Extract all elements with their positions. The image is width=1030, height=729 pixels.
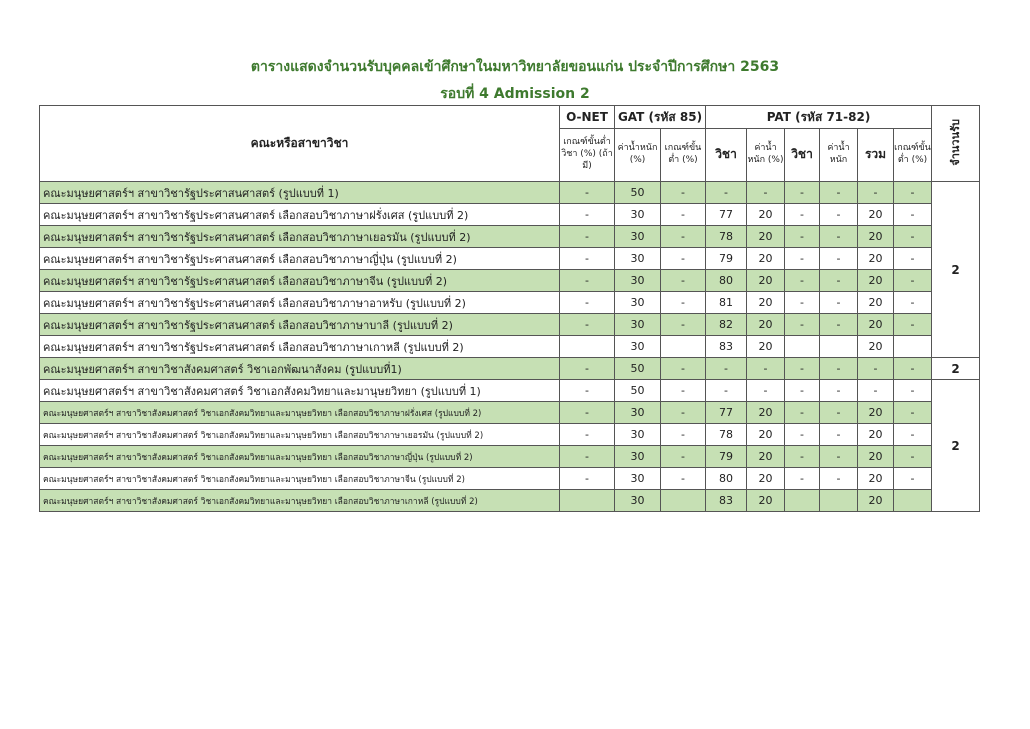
row-name: คณะมนุษยศาสตร์ฯ สาขาวิชารัฐประศาสนศาสตร์ เลือกสอบวิชาภาษาฝรั่งเศส (รูปแบบที่ 2): [40, 204, 560, 226]
pat-min-cell: -: [894, 380, 932, 402]
pat-min-cell: -: [894, 314, 932, 336]
pat-weight1-cell: 20: [747, 336, 785, 358]
pat-subject1-cell: 82: [706, 314, 747, 336]
pat-subject2-header: วิชา: [785, 129, 820, 182]
onet-header: O-NET: [560, 106, 615, 129]
page-subtitle: รอบที่ 4 Admission 2: [440, 86, 590, 102]
pat-subject1-cell: 81: [706, 292, 747, 314]
pat-total-cell: 20: [858, 490, 894, 512]
row-name: คณะมนุษยศาสตร์ฯ สาขาวิชารัฐประศาสนศาสตร์ เลือกสอบวิชาภาษาบาลี (รูปแบบที่ 2): [40, 314, 560, 336]
pat-subject2-cell: -: [785, 182, 820, 204]
onet-min-cell: -: [560, 446, 615, 468]
pat-subject1-cell: 80: [706, 468, 747, 490]
gat-weight-cell: 50: [615, 182, 661, 204]
onet-min-cell: -: [560, 402, 615, 424]
gat-weight-cell: 30: [615, 248, 661, 270]
pat-min-cell: -: [894, 204, 932, 226]
pat-subject2-cell: -: [785, 380, 820, 402]
row-name: คณะมนุษยศาสตร์ฯ สาขาวิชารัฐประศาสนศาสตร์ เลือกสอบวิชาภาษาอาหรับ (รูปแบบที่ 2): [40, 292, 560, 314]
gat-min-cell: [661, 336, 706, 358]
row-name: คณะมนุษยศาสตร์ฯ สาขาวิชาสังคมศาสตร์ วิชาเอกสังคมวิทยาและมานุษยวิทยา เลือกสอบวิชาภาษาเกาหลี (รูปแบบที่ 2): [40, 490, 560, 512]
gat-min-cell: -: [661, 446, 706, 468]
pat-subject2-cell: -: [785, 314, 820, 336]
pat-weight2-cell: -: [820, 358, 858, 380]
table-row: [40, 248, 980, 270]
gat-weight-cell: 30: [615, 204, 661, 226]
pat-subject2-cell: -: [785, 204, 820, 226]
table-row: [40, 490, 980, 512]
pat-weight1-cell: 20: [747, 402, 785, 424]
gat-weight-cell: 50: [615, 358, 661, 380]
row-name: คณะมนุษยศาสตร์ฯ สาขาวิชาสังคมศาสตร์ วิชาเอกพัฒนาสังคม (รูปแบบที่1): [40, 358, 560, 380]
pat-subject2-cell: -: [785, 424, 820, 446]
pat-subject1-cell: 79: [706, 248, 747, 270]
pat-subject1-header: วิชา: [706, 129, 747, 182]
pat-weight1-cell: 20: [747, 424, 785, 446]
pat-min-cell: [894, 336, 932, 358]
pat-weight1-cell: -: [747, 358, 785, 380]
pat-total-cell: 20: [858, 336, 894, 358]
pat-weight1-header: ค่าน้ำหนัก (%): [747, 129, 785, 182]
pat-min-cell: -: [894, 446, 932, 468]
pat-weight2-cell: -: [820, 270, 858, 292]
page-title: ตารางแสดงจำนวนรับบุคคลเข้าศึกษาในมหาวิทยาลัยขอนแก่น ประจำปีการศึกษา 2563: [250, 59, 780, 75]
gat-header: GAT (รหัส 85): [615, 106, 706, 129]
pat-weight1-cell: -: [747, 380, 785, 402]
table-row: [40, 402, 980, 424]
pat-weight2-cell: -: [820, 402, 858, 424]
onet-min-cell: -: [560, 292, 615, 314]
pat-total-cell: 20: [858, 204, 894, 226]
table-row: [40, 292, 980, 314]
gat-weight-cell: 30: [615, 402, 661, 424]
pat-min-cell: -: [894, 358, 932, 380]
pat-total-cell: 20: [858, 468, 894, 490]
onet-min-cell: -: [560, 248, 615, 270]
gat-weight-cell: 30: [615, 446, 661, 468]
pat-weight1-cell: 20: [747, 446, 785, 468]
row-name: คณะมนุษยศาสตร์ฯ สาขาวิชาสังคมศาสตร์ วิชาเอกสังคมวิทยาและมานุษยวิทยา เลือกสอบวิชาภาษาญี่ปุ่น (รูปแบบที่ 2): [40, 446, 560, 468]
onet-min-cell: -: [560, 204, 615, 226]
pat-total-cell: 20: [858, 314, 894, 336]
gat-min-cell: -: [661, 358, 706, 380]
gat-min-cell: -: [661, 468, 706, 490]
onet-min-cell: -: [560, 314, 615, 336]
gat-weight-cell: 30: [615, 336, 661, 358]
onet-min-cell: [560, 490, 615, 512]
onet-min-header: เกณฑ์ขั้นต่ำวิชา (%) (ถ้ามี): [560, 129, 615, 182]
onet-min-cell: [560, 336, 615, 358]
onet-min-cell: -: [560, 424, 615, 446]
pat-weight2-cell: -: [820, 468, 858, 490]
pat-min-cell: -: [894, 248, 932, 270]
row-name: คณะมนุษยศาสตร์ฯ สาขาวิชารัฐประศาสนศาสตร์ (รูปแบบที่ 1): [40, 182, 560, 204]
pat-weight2-cell: -: [820, 292, 858, 314]
pat-subject2-cell: -: [785, 468, 820, 490]
gat-min-cell: -: [661, 248, 706, 270]
row-name: คณะมนุษยศาสตร์ฯ สาขาวิชารัฐประศาสนศาสตร์ เลือกสอบวิชาภาษาเยอรมัน (รูปแบบที่ 2): [40, 226, 560, 248]
row-name: คณะมนุษยศาสตร์ฯ สาขาวิชารัฐประศาสนศาสตร์ เลือกสอบวิชาภาษาญี่ปุ่น (รูปแบบที่ 2): [40, 248, 560, 270]
gat-weight-cell: 30: [615, 314, 661, 336]
pat-subject2-cell: -: [785, 446, 820, 468]
pat-min-cell: -: [894, 424, 932, 446]
pat-subject1-cell: 77: [706, 402, 747, 424]
pat-total-cell: 20: [858, 446, 894, 468]
table-row: [40, 270, 980, 292]
pat-weight1-cell: 20: [747, 248, 785, 270]
pat-weight2-cell: -: [820, 424, 858, 446]
pat-subject1-cell: 78: [706, 226, 747, 248]
pat-total-cell: -: [858, 380, 894, 402]
pat-subject1-cell: 83: [706, 336, 747, 358]
pat-subject1-cell: -: [706, 182, 747, 204]
gat-weight-cell: 30: [615, 292, 661, 314]
gat-min-cell: -: [661, 182, 706, 204]
pat-weight2-cell: -: [820, 204, 858, 226]
pat-min-header: เกณฑ์ขั้นต่ำ (%): [894, 129, 932, 182]
pat-weight1-cell: 20: [747, 226, 785, 248]
pat-weight2-cell: [820, 490, 858, 512]
pat-min-cell: -: [894, 226, 932, 248]
faculty-header: คณะหรือสาขาวิชา: [40, 106, 560, 182]
count-cell: 2: [932, 182, 980, 358]
gat-min-cell: -: [661, 292, 706, 314]
pat-total-cell: 20: [858, 226, 894, 248]
table-row: [40, 358, 980, 380]
onet-min-cell: -: [560, 358, 615, 380]
pat-weight2-cell: -: [820, 380, 858, 402]
gat-min-cell: -: [661, 314, 706, 336]
table-row: [40, 424, 980, 446]
pat-weight2-cell: -: [820, 314, 858, 336]
count-cell: 2: [932, 358, 980, 380]
onet-min-cell: -: [560, 468, 615, 490]
gat-weight-cell: 30: [615, 270, 661, 292]
table-row: [40, 226, 980, 248]
pat-subject1-cell: 77: [706, 204, 747, 226]
table-row: [40, 446, 980, 468]
pat-subject2-cell: -: [785, 292, 820, 314]
gat-min-cell: -: [661, 402, 706, 424]
pat-min-cell: -: [894, 270, 932, 292]
pat-min-cell: [894, 490, 932, 512]
pat-weight2-cell: -: [820, 226, 858, 248]
table-row: [40, 336, 980, 358]
admission-table: [39, 105, 980, 512]
row-name: คณะมนุษยศาสตร์ฯ สาขาวิชาสังคมศาสตร์ วิชาเอกสังคมวิทยาและมานุษยวิทยา เลือกสอบวิชาภาษาเยอรมัน (รูปแบบที่ 2): [40, 424, 560, 446]
pat-subject1-cell: 80: [706, 270, 747, 292]
pat-subject1-cell: 79: [706, 446, 747, 468]
gat-min-header: เกณฑ์ขั้นต่ำ (%): [661, 129, 706, 182]
pat-subject1-cell: -: [706, 380, 747, 402]
pat-total-cell: 20: [858, 424, 894, 446]
table-row: [40, 314, 980, 336]
row-name: คณะมนุษยศาสตร์ฯ สาขาวิชาสังคมศาสตร์ วิชาเอกสังคมวิทยาและมานุษยวิทยา (รูปแบบที่ 1): [40, 380, 560, 402]
pat-total-cell: -: [858, 358, 894, 380]
pat-subject2-cell: -: [785, 402, 820, 424]
pat-weight1-cell: 20: [747, 292, 785, 314]
row-name: คณะมนุษยศาสตร์ฯ สาขาวิชาสังคมศาสตร์ วิชาเอกสังคมวิทยาและมานุษยวิทยา เลือกสอบวิชาภาษาฝรั่งเศส (รูปแบบที่ 2): [40, 402, 560, 424]
onet-min-cell: -: [560, 380, 615, 402]
pat-weight2-cell: -: [820, 182, 858, 204]
gat-weight-cell: 50: [615, 380, 661, 402]
pat-subject2-cell: [785, 336, 820, 358]
pat-weight1-cell: -: [747, 182, 785, 204]
pat-weight1-cell: 20: [747, 204, 785, 226]
pat-total-cell: -: [858, 182, 894, 204]
gat-min-cell: -: [661, 270, 706, 292]
pat-total-header: รวม: [858, 129, 894, 182]
pat-total-cell: 20: [858, 248, 894, 270]
pat-weight2-cell: -: [820, 446, 858, 468]
gat-min-cell: -: [661, 424, 706, 446]
table-row: [40, 204, 980, 226]
pat-header: PAT (รหัส 71-82): [706, 106, 932, 129]
count-header: [932, 106, 980, 182]
pat-weight1-cell: 20: [747, 270, 785, 292]
gat-min-cell: -: [661, 204, 706, 226]
pat-weight2-header: ค่าน้ำหนัก: [820, 129, 858, 182]
table-body: [40, 182, 980, 512]
pat-weight1-cell: 20: [747, 314, 785, 336]
pat-subject1-cell: 83: [706, 490, 747, 512]
table-row: [40, 380, 980, 402]
pat-subject2-cell: [785, 490, 820, 512]
pat-min-cell: -: [894, 182, 932, 204]
pat-min-cell: -: [894, 402, 932, 424]
gat-min-cell: -: [661, 380, 706, 402]
onet-min-cell: -: [560, 270, 615, 292]
pat-total-cell: 20: [858, 270, 894, 292]
pat-weight2-cell: -: [820, 248, 858, 270]
pat-weight1-cell: 20: [747, 468, 785, 490]
gat-min-cell: -: [661, 226, 706, 248]
pat-weight2-cell: [820, 336, 858, 358]
row-name: คณะมนุษยศาสตร์ฯ สาขาวิชารัฐประศาสนศาสตร์ เลือกสอบวิชาภาษาจีน (รูปแบบที่ 2): [40, 270, 560, 292]
onet-min-cell: -: [560, 226, 615, 248]
gat-min-cell: [661, 490, 706, 512]
gat-weight-header: ค่าน้ำหนัก (%): [615, 129, 661, 182]
onet-min-cell: -: [560, 182, 615, 204]
pat-subject2-cell: -: [785, 270, 820, 292]
pat-subject1-cell: -: [706, 358, 747, 380]
pat-subject2-cell: -: [785, 226, 820, 248]
gat-weight-cell: 30: [615, 490, 661, 512]
gat-weight-cell: 30: [615, 226, 661, 248]
table-row: [40, 468, 980, 490]
pat-subject2-cell: -: [785, 358, 820, 380]
pat-total-cell: 20: [858, 292, 894, 314]
gat-weight-cell: 30: [615, 468, 661, 490]
gat-weight-cell: 30: [615, 424, 661, 446]
pat-weight1-cell: 20: [747, 490, 785, 512]
pat-min-cell: -: [894, 292, 932, 314]
pat-total-cell: 20: [858, 402, 894, 424]
pat-subject2-cell: -: [785, 248, 820, 270]
pat-subject1-cell: 78: [706, 424, 747, 446]
pat-min-cell: -: [894, 468, 932, 490]
row-name: คณะมนุษยศาสตร์ฯ สาขาวิชารัฐประศาสนศาสตร์ เลือกสอบวิชาภาษาเกาหลี (รูปแบบที่ 2): [40, 336, 560, 358]
count-cell: 2: [932, 380, 980, 512]
table-row: [40, 182, 980, 204]
count-header-label: จำนวนรับ: [948, 118, 962, 166]
row-name: คณะมนุษยศาสตร์ฯ สาขาวิชาสังคมศาสตร์ วิชาเอกสังคมวิทยาและมานุษยวิทยา เลือกสอบวิชาภาษาจีน (รูปแบบที่ 2): [40, 468, 560, 490]
